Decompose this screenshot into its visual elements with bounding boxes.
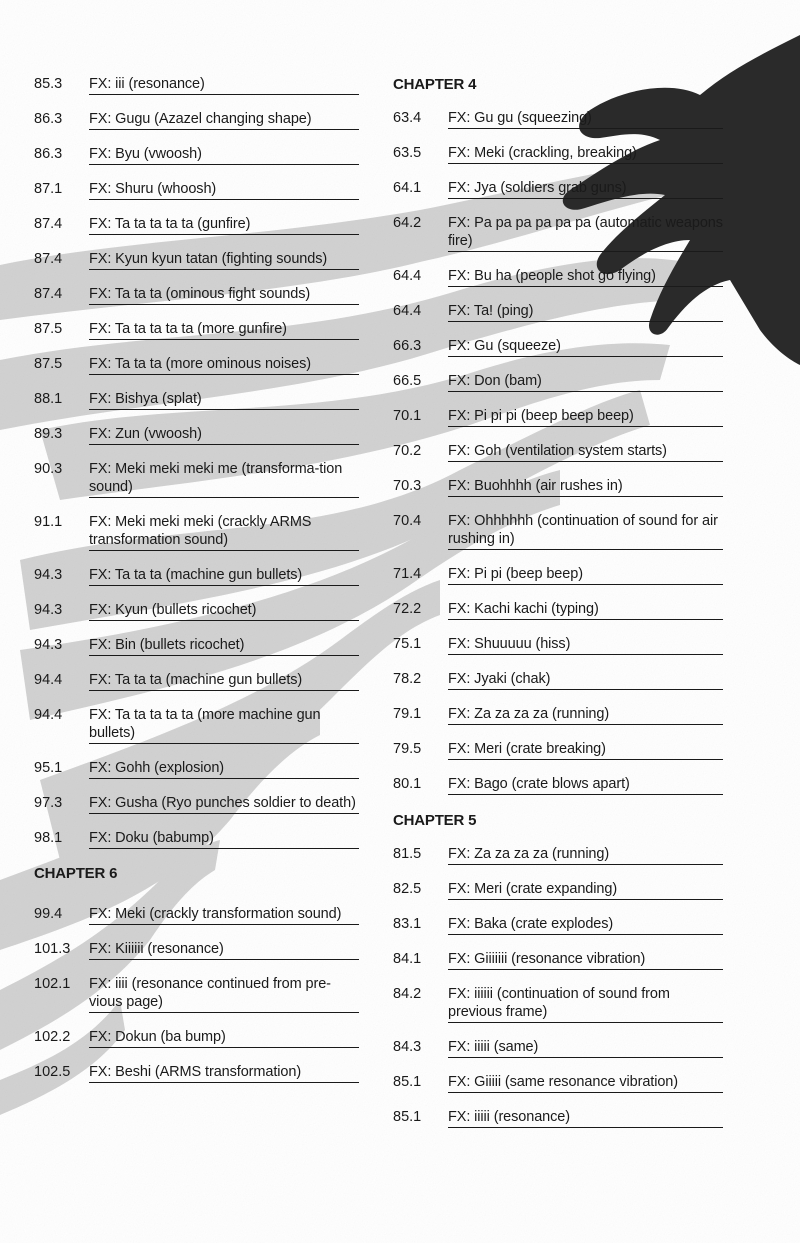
- page-panel-number: 72.2: [393, 601, 422, 617]
- fx-entry: [393, 705, 723, 725]
- page-panel-number: 98.1: [34, 830, 63, 846]
- page-panel-number: 94.3: [34, 602, 63, 618]
- fx-translation: FX: Zun (vwoosh): [89, 425, 359, 445]
- fx-entry: [34, 513, 359, 551]
- fx-translation: FX: Meki (crackling, breaking): [448, 144, 723, 164]
- fx-translation: FX: Baka (crate explodes): [448, 915, 723, 935]
- page-panel-number: 88.1: [34, 391, 63, 407]
- page-panel-number: 64.1: [393, 180, 422, 196]
- fx-translation: FX: Ta ta ta (machine gun bullets): [89, 671, 359, 691]
- page-panel-number: 71.4: [393, 566, 422, 582]
- fx-translation: FX: Jya (soldiers grab guns): [448, 179, 723, 199]
- fx-entry: [393, 1038, 723, 1058]
- page-panel-number: 87.4: [34, 286, 63, 302]
- page-panel-number: 102.1: [34, 976, 71, 992]
- fx-translation: FX: Pi pi pi (beep beep beep): [448, 407, 723, 427]
- fx-entry: [34, 285, 359, 305]
- fx-entry: [34, 425, 359, 445]
- page-panel-number: 81.5: [393, 846, 422, 862]
- fx-translation: FX: Beshi (ARMS transformation): [89, 1063, 359, 1083]
- fx-translation: FX: Ta ta ta ta ta (gunfire): [89, 215, 359, 235]
- page-panel-number: 102.2: [34, 1029, 71, 1045]
- fx-entry: [34, 759, 359, 779]
- fx-entry: [393, 845, 723, 865]
- fx-translation: FX: iiiii (same): [448, 1038, 723, 1058]
- fx-translation: FX: Meki meki meki (crackly ARMS transformation sound): [89, 513, 359, 551]
- fx-translation: FX: Bin (bullets ricochet): [89, 636, 359, 656]
- fx-translation: FX: Kiiiiii (resonance): [89, 940, 359, 960]
- fx-translation: FX: Ta ta ta (more ominous noises): [89, 355, 359, 375]
- fx-entry: [34, 636, 359, 656]
- page-panel-number: 87.4: [34, 251, 63, 267]
- page-panel-number: 91.1: [34, 514, 63, 530]
- page-panel-number: 82.5: [393, 881, 422, 897]
- fx-entry: [34, 1028, 359, 1048]
- fx-translation: FX: Ta ta ta ta ta (more gunfire): [89, 320, 359, 340]
- page-panel-number: 99.4: [34, 906, 63, 922]
- fx-entry: [393, 144, 723, 164]
- fx-entry: [393, 442, 723, 462]
- fx-translation: FX: Ta ta ta (machine gun bullets): [89, 566, 359, 586]
- page-panel-number: 85.3: [34, 76, 63, 92]
- fx-entry: [34, 250, 359, 270]
- fx-translation: FX: Don (bam): [448, 372, 723, 392]
- page-panel-number: 90.3: [34, 461, 63, 477]
- fx-entry: [34, 794, 359, 814]
- fx-translation: FX: Meki meki meki me (transforma-tion sound): [89, 460, 359, 498]
- fx-entry: [393, 565, 723, 585]
- page-panel-number: 84.1: [393, 951, 422, 967]
- fx-entry: [34, 460, 359, 498]
- page-panel-number: 63.5: [393, 145, 422, 161]
- fx-translation: FX: Gu (squeeze): [448, 337, 723, 357]
- page-panel-number: 85.1: [393, 1074, 422, 1090]
- page-panel-number: 70.3: [393, 478, 422, 494]
- fx-entry: [393, 880, 723, 900]
- fx-translation: FX: Pa pa pa pa pa pa (automatic weapons fire): [448, 214, 723, 252]
- page-panel-number: 101.3: [34, 941, 71, 957]
- fx-translation: FX: Ta ta ta (ominous fight sounds): [89, 285, 359, 305]
- fx-entry: [34, 601, 359, 621]
- fx-translation: FX: Kyun (bullets ricochet): [89, 601, 359, 621]
- page-panel-number: 94.4: [34, 707, 63, 723]
- page-panel-number: 87.5: [34, 321, 63, 337]
- right-column: [393, 75, 723, 1143]
- fx-entry: [393, 600, 723, 620]
- fx-translation: FX: Goh (ventilation system starts): [448, 442, 723, 462]
- page-panel-number: 64.4: [393, 268, 422, 284]
- fx-entry: [393, 179, 723, 199]
- fx-translation: FX: Ohhhhhh (continuation of sound for air rushing in): [448, 512, 723, 550]
- fx-entry: [393, 635, 723, 655]
- page-panel-number: 80.1: [393, 776, 422, 792]
- fx-entry: [393, 267, 723, 287]
- page-panel-number: 87.5: [34, 356, 63, 372]
- chapter-heading: CHAPTER 5: [393, 812, 477, 829]
- fx-entry: [393, 1073, 723, 1093]
- fx-translation: FX: Gohh (explosion): [89, 759, 359, 779]
- fx-translation: FX: Meri (crate breaking): [448, 740, 723, 760]
- fx-translation: FX: Bago (crate blows apart): [448, 775, 723, 795]
- fx-entry: [34, 671, 359, 691]
- fx-entry: [34, 975, 359, 1013]
- page-panel-number: 94.3: [34, 567, 63, 583]
- fx-entry: [393, 670, 723, 690]
- fx-entry: [393, 512, 723, 550]
- fx-entry: [34, 706, 359, 744]
- fx-entry: [393, 407, 723, 427]
- page-panel-number: 89.3: [34, 426, 63, 442]
- fx-translation: FX: Gugu (Azazel changing shape): [89, 110, 359, 130]
- page-panel-number: 66.3: [393, 338, 422, 354]
- fx-entry: [34, 355, 359, 375]
- chapter-heading: CHAPTER 4: [393, 76, 477, 93]
- fx-entry: [393, 109, 723, 129]
- fx-entry: [393, 372, 723, 392]
- fx-entry: [393, 214, 723, 252]
- page-panel-number: 70.1: [393, 408, 422, 424]
- fx-translation: FX: Doku (babump): [89, 829, 359, 849]
- fx-entry: [34, 566, 359, 586]
- fx-translation: FX: iiiiii (continuation of sound from previous frame): [448, 985, 723, 1023]
- fx-translation: FX: Buohhhh (air rushes in): [448, 477, 723, 497]
- page-panel-number: 70.4: [393, 513, 422, 529]
- fx-translation: FX: Shuuuuu (hiss): [448, 635, 723, 655]
- fx-translation: FX: Meki (crackly transformation sound): [89, 905, 359, 925]
- fx-entry: [34, 215, 359, 235]
- fx-translation: FX: Pi pi (beep beep): [448, 565, 723, 585]
- fx-entry: [393, 950, 723, 970]
- fx-entry: [393, 740, 723, 760]
- page-panel-number: 79.5: [393, 741, 422, 757]
- fx-translation: FX: Jyaki (chak): [448, 670, 723, 690]
- fx-entry: [34, 940, 359, 960]
- fx-entry: [393, 915, 723, 935]
- page-panel-number: 102.5: [34, 1064, 71, 1080]
- page-panel-number: 64.4: [393, 303, 422, 319]
- left-column: [34, 75, 359, 1098]
- page-panel-number: 78.2: [393, 671, 422, 687]
- page-panel-number: 84.2: [393, 986, 422, 1002]
- fx-entry: [34, 1063, 359, 1083]
- fx-translation: FX: Gusha (Ryo punches soldier to death): [89, 794, 359, 814]
- fx-entry: [393, 337, 723, 357]
- fx-entry: [34, 110, 359, 130]
- page-panel-number: 95.1: [34, 760, 63, 776]
- fx-translation: FX: Ta! (ping): [448, 302, 723, 322]
- fx-translation: FX: iii (resonance): [89, 75, 359, 95]
- page-panel-number: 87.1: [34, 181, 63, 197]
- fx-translation: FX: iiii (resonance continued from pre-vious page): [89, 975, 359, 1013]
- fx-translation: FX: Bu ha (people shot go flying): [448, 267, 723, 287]
- page-panel-number: 94.4: [34, 672, 63, 688]
- fx-translation: FX: Za za za za (running): [448, 705, 723, 725]
- fx-translation: FX: Meri (crate expanding): [448, 880, 723, 900]
- fx-translation: FX: Bishya (splat): [89, 390, 359, 410]
- page-panel-number: 84.3: [393, 1039, 422, 1055]
- page-panel-number: 83.1: [393, 916, 422, 932]
- fx-entry: [393, 302, 723, 322]
- fx-entry: [34, 905, 359, 925]
- fx-translation: FX: Kachi kachi (typing): [448, 600, 723, 620]
- fx-entry: [393, 985, 723, 1023]
- fx-translation: FX: Gu gu (squeezing): [448, 109, 723, 129]
- fx-entry: [393, 775, 723, 795]
- page-panel-number: 87.4: [34, 216, 63, 232]
- fx-translation: FX: Giiiii (same resonance vibration): [448, 1073, 723, 1093]
- fx-entry: [34, 320, 359, 340]
- fx-translation: FX: Za za za za (running): [448, 845, 723, 865]
- fx-translation: FX: Byu (vwoosh): [89, 145, 359, 165]
- page-panel-number: 63.4: [393, 110, 422, 126]
- page-panel-number: 86.3: [34, 146, 63, 162]
- fx-translation: FX: Giiiiiii (resonance vibration): [448, 950, 723, 970]
- page-panel-number: 97.3: [34, 795, 63, 811]
- page-panel-number: 75.1: [393, 636, 422, 652]
- chapter-heading: CHAPTER 6: [34, 865, 118, 882]
- page-panel-number: 85.1: [393, 1109, 422, 1125]
- page-panel-number: 86.3: [34, 111, 63, 127]
- page-panel-number: 79.1: [393, 706, 422, 722]
- fx-entry: [34, 180, 359, 200]
- fx-entry: [34, 75, 359, 95]
- fx-translation: FX: Dokun (ba bump): [89, 1028, 359, 1048]
- page-panel-number: 64.2: [393, 215, 422, 231]
- fx-translation: FX: Ta ta ta ta ta (more machine gun bullets): [89, 706, 359, 744]
- fx-entry: [34, 390, 359, 410]
- fx-entry: [34, 829, 359, 849]
- fx-entry: [393, 477, 723, 497]
- fx-entry: [393, 1108, 723, 1128]
- page-panel-number: 70.2: [393, 443, 422, 459]
- fx-translation: FX: iiiii (resonance): [448, 1108, 723, 1128]
- fx-translation: FX: Shuru (whoosh): [89, 180, 359, 200]
- fx-entry: [34, 145, 359, 165]
- fx-translation: FX: Kyun kyun tatan (fighting sounds): [89, 250, 359, 270]
- page-panel-number: 94.3: [34, 637, 63, 653]
- page-panel-number: 66.5: [393, 373, 422, 389]
